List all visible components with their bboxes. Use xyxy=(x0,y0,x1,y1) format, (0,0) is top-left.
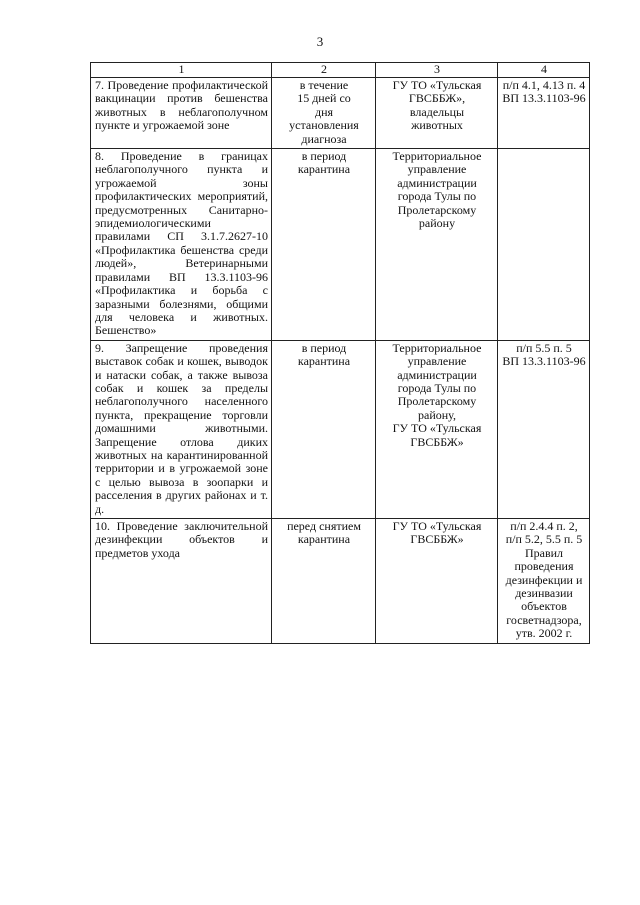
activity-cell: 10. Проведение заключительной дезинфекции объектов и предметов ухода xyxy=(91,519,272,644)
table-header-row xyxy=(91,63,590,78)
basis-cell: п/п 4.1, 4.13 п. 4 ВП 13.3.1103-96 xyxy=(498,78,590,149)
responsible-cell: Территориальное управление администрации города Тулы по Пролетарскому району, ГУ ТО «Тульская ГВСББЖ» xyxy=(376,340,498,518)
activity-cell: 8. Проведение в границах неблагополучного пункта и угрожаемой зоны профилактических мероприятий, предусмотренных Санитарно-эпидемиологическими правилами СП 3.1.7.2627-10 «Профилактика бешенства среди людей», Ветеринарными правилами ВП 13.3.1103-96 «Профилактика и борьба с заразными болезнями, общими для человека и животных. Бешенство» xyxy=(91,149,272,341)
page-number: 3 xyxy=(316,34,324,49)
table-row xyxy=(91,149,590,341)
responsible-cell: ГУ ТО «Тульская ГВСББЖ», владельцы животных xyxy=(376,78,498,149)
column-header: 1 xyxy=(91,63,272,78)
term-cell: в период карантина xyxy=(272,340,376,518)
responsible-cell: Территориальное управление администрации города Тулы по Пролетарскому району xyxy=(376,149,498,341)
responsible-cell: ГУ ТО «Тульская ГВСББЖ» xyxy=(376,519,498,644)
basis-cell xyxy=(498,149,590,341)
measures-table xyxy=(90,62,590,644)
column-header: 2 xyxy=(272,63,376,78)
term-cell: перед снятием карантина xyxy=(272,519,376,644)
activity-cell: 9. Запрещение проведения выставок собак и кошек, выводок и натаски собак, а также вывоза собак и кошек за пределы неблагополучного населенного пункта, прекращение торговли домашними животными. Запрещение отлова диких животных на карантинированной территории и в угрожаемой зоне с целью вывоза в зоопарки и расселения в других районах и т. д. xyxy=(91,340,272,518)
term-cell: в течение 15 дней со дня установления диагноза xyxy=(272,78,376,149)
column-header: 4 xyxy=(498,63,590,78)
table-row xyxy=(91,340,590,518)
table-row xyxy=(91,519,590,644)
column-header: 3 xyxy=(376,63,498,78)
basis-cell: п/п 2.4.4 п. 2, п/п 5.2, 5.5 п. 5 Правил проведения дезинфекции и дезинвазии объектов госветнадзора, утв. 2002 г. xyxy=(498,519,590,644)
activity-cell: 7. Проведение профилактической вакцинации против бешенства животных в неблагополучном пункте и угрожаемой зоне xyxy=(91,78,272,149)
basis-cell: п/п 5.5 п. 5 ВП 13.3.1103-96 xyxy=(498,340,590,518)
table-row xyxy=(91,78,590,149)
term-cell: в период карантина xyxy=(272,149,376,341)
